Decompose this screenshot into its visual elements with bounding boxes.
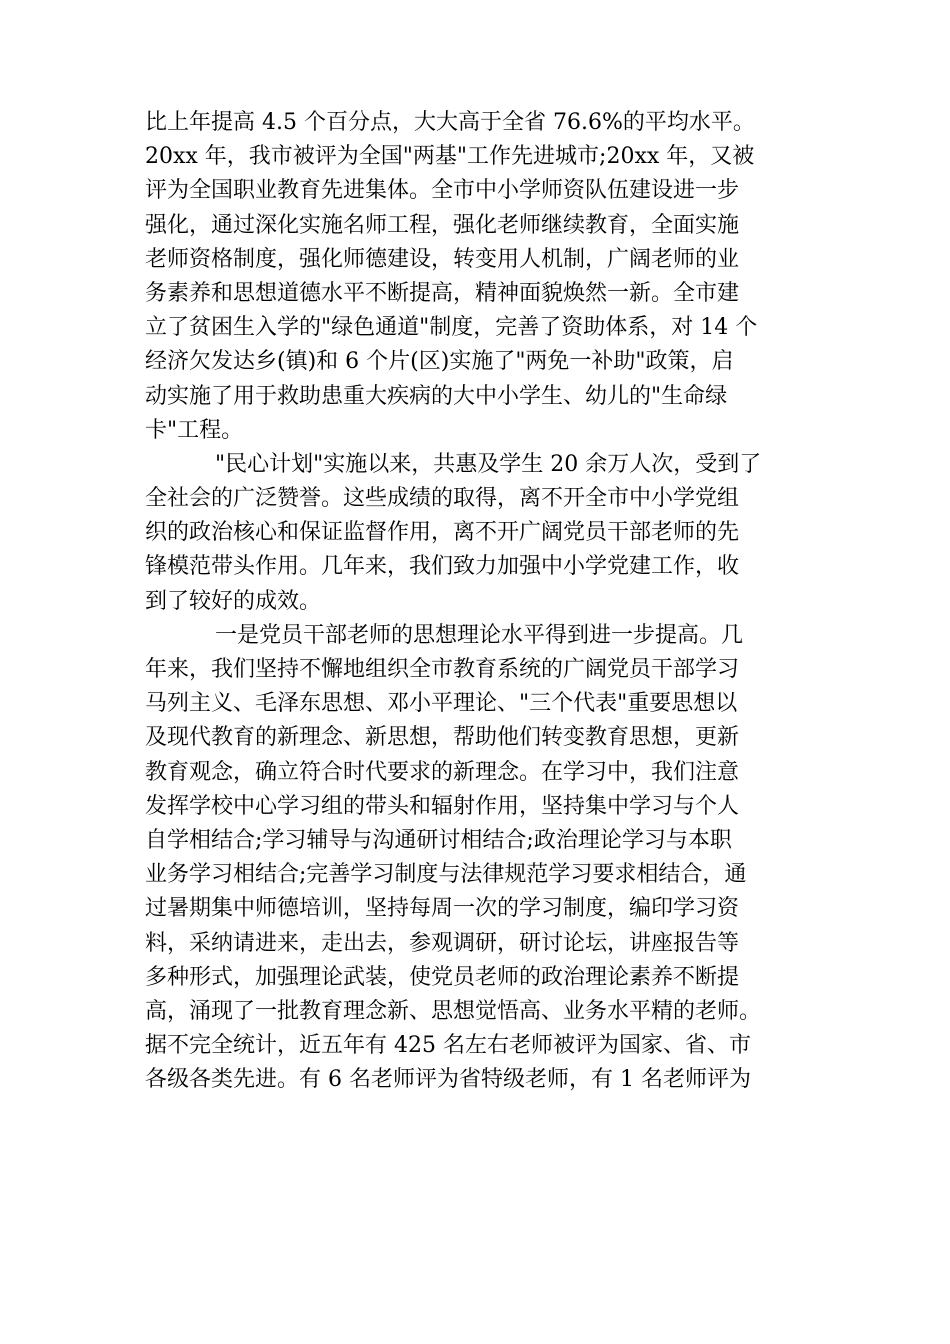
paragraph-1 — [145, 106, 805, 448]
text-line: 比上年提高 4.5 个百分点，大大高于全省 76.6%的平均水平。 — [145, 110, 755, 135]
text-line: 发挥学校中心学习组的带头和辐射作用，坚持集中学习与个人 — [145, 793, 740, 819]
text-line: 老师资格制度，强化师德建设，转变用人机制，广阔老师的业 — [145, 246, 740, 272]
text-line: 经济欠发达乡(镇)和 6 个片(区)实施了"两免一补助"政策，启 — [145, 349, 734, 375]
text-line: 到了较好的成效。 — [145, 588, 322, 614]
document-page — [145, 106, 805, 1097]
text-line: "民心计划"实施以来，共惠及学生 20 余万人次，受到了 — [215, 451, 762, 477]
text-line: 立了贫困生入学的"绿色通道"制度，完善了资助体系，对 14 个 — [145, 315, 758, 341]
text-line: 评为全国职业教育先进集体。全市中小学师资队伍建设进一步 — [145, 178, 740, 204]
text-line: 强化，通过深化实施名师工程，强化老师继续教育，全面实施 — [145, 212, 740, 238]
text-line: 据不完全统计，近五年有 425 名左右老师被评为国家、省、市 — [145, 1033, 751, 1059]
text-line: 过暑期集中师德培训，坚持每周一次的学习制度，编印学习资 — [145, 896, 740, 922]
text-line: 20xx 年，我市被评为全国"两基"工作先进城市;20xx 年，又被 — [145, 144, 755, 170]
text-line: 一是党员干部老师的思想理论水平得到进一步提高。几 — [215, 622, 744, 648]
text-line: 织的政治核心和保证监督作用，离不开广阔党员干部老师的先 — [145, 520, 740, 546]
text-line: 教育观念，确立符合时代要求的新理念。在学习中，我们注意 — [145, 759, 740, 785]
text-line: 年来，我们坚持不懈地组织全市教育系统的广阔党员干部学习 — [145, 657, 740, 682]
text-line: 马列主义、毛泽东思想、邓小平理论、"三个代表"重要思想以 — [145, 691, 738, 717]
paragraph-2 — [145, 448, 805, 619]
text-line: 料，采纳请进来，走出去，参观调研，研讨论坛，讲座报告等 — [145, 930, 740, 956]
text-line: 动实施了用于救助患重大疾病的大中小学生、幼儿的"生命绿 — [145, 383, 728, 409]
text-line: 高，涌现了一批教育理念新、思想觉悟高、业务水平精的老师。 — [145, 998, 762, 1024]
text-line: 业务学习相结合;完善学习制度与法律规范学习要求相结合，通 — [145, 862, 747, 888]
text-line: 及现代教育的新理念、新思想，帮助他们转变教育思想，更新 — [145, 725, 740, 751]
text-line: 锋模范带头作用。几年来，我们致力加强中小学党建工作，收 — [145, 554, 740, 580]
text-line: 多种形式，加强理论武装，使党员老师的政治理论素养不断提 — [145, 964, 740, 990]
text-line: 各级各类先进。有 6 名老师评为省特级老师，有 1 名老师评为 — [145, 1067, 751, 1093]
text-line: 卡"工程。 — [145, 417, 244, 443]
paragraph-3 — [145, 619, 805, 1098]
text-line: 自学相结合;学习辅导与沟通研讨相结合;政治理论学习与本职 — [145, 827, 732, 853]
text-line: 全社会的广泛赞誉。这些成绩的取得，离不开全市中小学党组 — [145, 486, 740, 512]
text-line: 务素养和思想道德水平不断提高，精神面貌焕然一新。全市建 — [145, 280, 740, 306]
